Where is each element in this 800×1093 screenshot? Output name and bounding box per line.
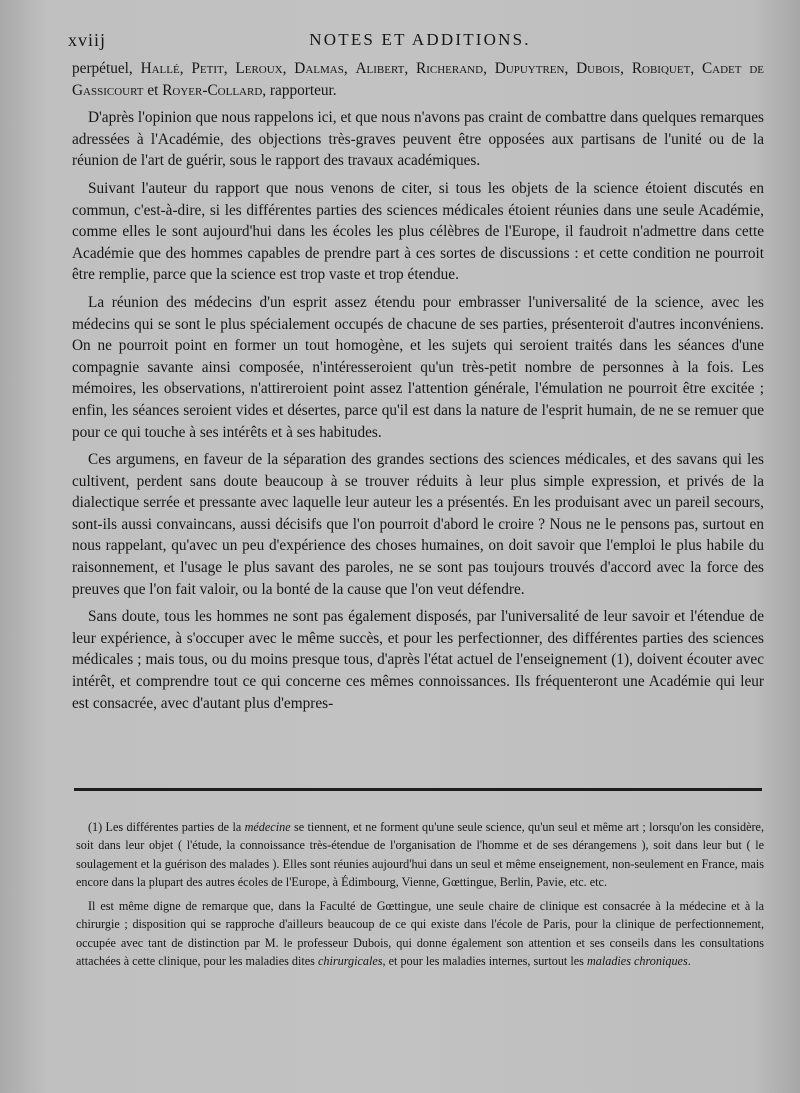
- member-name: Dupuytren: [494, 60, 565, 77]
- text-segment: et: [143, 81, 163, 99]
- paragraph: Ces argumens, en faveur de la séparation des grandes sections des sciences médicales, et des savans qui les cultivent, perdent sans doute beaucoup à se trouver réduits à leur plus simple expression, et privés de la dialectique serrée et pressante avec laquelle leur auteur les a présentés. En les produisant avec un pareil secours, sont-ils aussi convaincans, aussi décisifs que l'on pourroit d'abord le croire ? Nous ne le pensons pas, surtout en nous rappelant, qu'avec un peu d'expérience des choses humaines, on doit savoir que l'emploi le plus habile du raisonnement, et l'usage le plus savant des paroles, ne se sont pas toujours trouvés d'accord avec la force des preuves que l'on fait valoir, ou la bonté de la cause que l'on veut défendre.: [72, 451, 764, 598]
- italic-term: chirurgicales: [317, 954, 383, 969]
- text-segment: ,: [179, 60, 192, 77]
- text-segment: ,: [620, 60, 632, 77]
- text-segment: ,: [404, 60, 417, 77]
- footnote: [76, 818, 764, 891]
- text-segment: , rapporteur.: [262, 81, 337, 99]
- member-name: Alibert: [355, 60, 405, 77]
- text-segment: se tiennent, et ne forment qu'une seule science, qu'un seul et même art ; lorsqu'on les considère, soit dans leur objet ( l'étude, la connoissance très-étendue de l'organisation de l'homme et de ses dérangemens ), soit dans leur but ( le soulagement et la guérison des malades ). Elles sont réunies aujourd'hui dans un seul et même enseignement, non-seulement en France, mais encore dans la plupart des autres écoles de l'Europe, à Édimbourg, Vienne, Gœttingue, Berlin, Pavie, etc. etc.: [76, 820, 764, 889]
- text-segment: ,: [223, 60, 236, 77]
- member-name: Leroux: [235, 60, 283, 77]
- member-name: Robiquet: [631, 60, 691, 77]
- member-name: Hallé: [140, 60, 180, 77]
- footnotes: [76, 818, 764, 970]
- text-segment: , et pour les maladies internes, surtout les: [382, 954, 587, 969]
- text-segment: ,: [282, 60, 295, 77]
- text-segment: ,: [343, 60, 356, 77]
- paragraph: D'après l'opinion que nous rappelons ici, et que nous n'avons pas craint de combattre dans quelques remarques adressées à l'Académie, des objections très-graves peuvent être opposées aux partisans de l'unité ou de la réunion de l'art de guérir, sous le rapport des travaux académiques.: [72, 109, 764, 170]
- text-segment: (1) Les différentes parties de la: [88, 820, 245, 834]
- footnote-rule: [74, 788, 762, 791]
- paragraph-continuation: [72, 58, 764, 101]
- text-segment: ,: [483, 60, 495, 77]
- member-name: Petit: [191, 60, 224, 77]
- running-head: NOTES ET ADDITIONS.: [309, 30, 531, 49]
- page-number: xviij: [68, 30, 107, 50]
- footnote-continuation: [76, 897, 764, 970]
- italic-term: maladies chroniques: [586, 954, 688, 969]
- text-segment: perpétuel,: [72, 60, 141, 77]
- text-segment: .: [687, 954, 691, 969]
- paragraph: Sans doute, tous les hommes ne sont pas également disposés, par l'universalité de leur savoir et l'étendue de leur expérience, à s'occuper avec le même succès, et pour les perfectionner, des différentes parties des sciences médicales ; mais tous, ou du moins presque tous, d'après l'état actuel de l'enseignement (1), doivent écouter avec intérêt, et comprendre tout ce qui concerne ces mêmes connoissances. Ils fréquenteront une Académie qui leur est consacrée, avec d'autant plus d'empres-: [72, 608, 764, 712]
- main-text: [72, 58, 764, 714]
- member-name: Dalmas: [294, 60, 344, 77]
- member-name: Richerand: [416, 60, 484, 77]
- member-name: Royer-Collard: [162, 81, 263, 99]
- paragraph: Suivant l'auteur du rapport que nous venons de citer, si tous les objets de la science étoient discutés en commun, c'est-à-dire, si les différentes parties des sciences médicales étoient réunies dans une seule Académie, comme elles le sont aujourd'hui dans les écoles les plus célèbres de l'Europe, il faudroit n'admettre dans cette Académie que des hommes capables de prendre part à ces sortes de discussions : et cette condition ne pourroit être remplie, parce que la science est trop vaste et trop étendue.: [72, 179, 764, 284]
- member-name: Dubois: [576, 60, 621, 77]
- text-segment: Il est même digne de remarque que, dans la Faculté de Gœttingue, une seule chaire de clinique est consacrée à la médecine et à la chirurgie ; disposition qui se rapproche d'ailleurs beaucoup de ce qui existe dans l'école de Paris, pour la clinique de perfectionnement, occupée avec tant de distinction par M. le professeur Dubois, qui donne également son attention et ses conseils dans les consultations attachées à cette clinique, pour les maladies dites: [76, 899, 764, 969]
- italic-term: médecine: [244, 820, 291, 834]
- paragraph: La réunion des médecins d'un esprit assez étendu pour embrasser l'universalité de la science, avec les médecins qui se sont le plus spécialement occupés de chacune de ses parties, présenteroit d'autres inconvéniens. On ne pourroit point en former un tout homogène, et les sujets qui seroient traités dans les séances d'une compagnie savante ainsi composée, n'intéresseroient qu'un très-petit nombre de personnes à la fois. Les mémoires, les observations, n'attireroient point assez l'attention générale, l'émulation ne pourroit être excitée ; enfin, les séances seroient vides et désertes, parce qu'il est dans la nature de l'esprit humain, de ne se remuer que pour ce qui touche à ses intérêts et à ses habitudes.: [72, 293, 764, 441]
- member-name: Cadet de Gassicourt: [72, 60, 764, 99]
- text-segment: ,: [564, 60, 577, 77]
- text-segment: ,: [690, 60, 702, 77]
